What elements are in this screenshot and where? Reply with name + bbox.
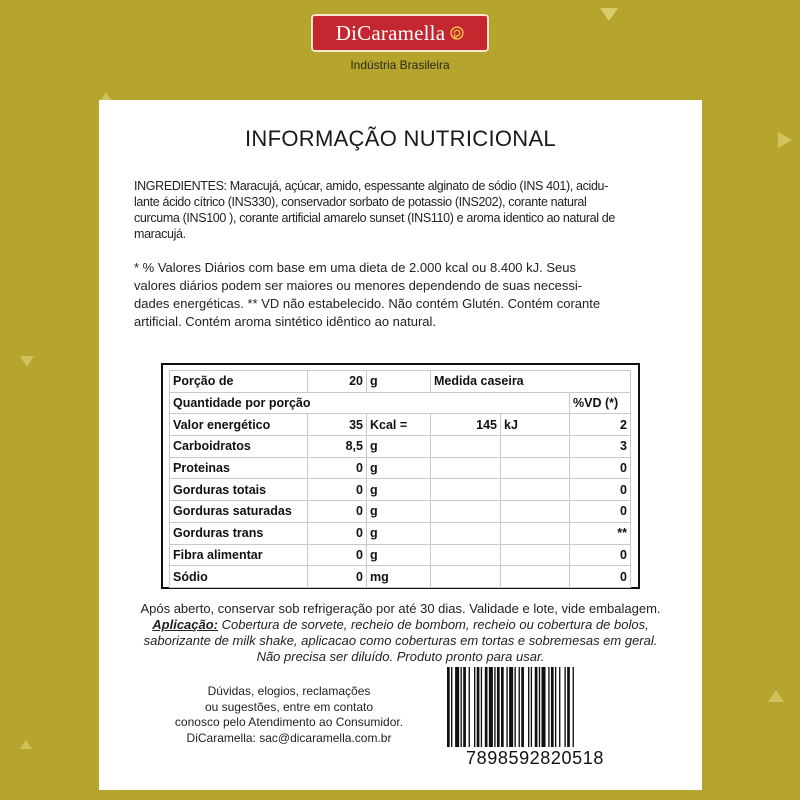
application-line: saborizante de milk shake, aplicacao como coberturas em tortas e sobremesas em geral. [143,633,658,648]
portion-label: Porção de [170,371,308,393]
barcode-bar [528,667,529,747]
barcode-bar [509,667,513,747]
contact-text [169,684,409,746]
nutrient-value-kj [431,501,501,523]
nutrient-unit-kj [501,544,570,566]
decor-triangle [778,132,792,148]
nutrient-unit-kj [501,501,570,523]
decor-triangle [20,740,32,749]
notes-line: valores diários podem ser maiores ou menores dependendo de suas necessi- [134,278,583,293]
portion-value: 20 [308,371,367,393]
barcode-bar [551,667,554,747]
ingredients-line: INGREDIENTES: Maracujá, açúcar, amido, espessante alginato de sódio (INS 401), acidu- [134,179,608,193]
notes-line: artificial. Contém aroma sintético idêntico ao natural. [134,314,437,329]
table-row [170,544,631,566]
header [0,0,800,100]
nutrient-name: Valor energético [170,414,308,436]
table-row [170,479,631,501]
table-row [170,371,631,393]
contact-line: Dúvidas, elogios, reclamações [207,684,371,698]
barcode-bar [501,667,504,747]
decor-triangle [20,356,34,367]
nutrient-unit-kj [501,522,570,544]
nutrient-value-kj [431,522,501,544]
nutrient-value: 0 [308,457,367,479]
nutrient-value-kj: 145 [431,414,501,436]
nutrient-value-kj [431,544,501,566]
barcode-bar [463,667,466,747]
ingredients-line: maracujá. [134,227,186,241]
table-row [170,501,631,523]
nutrient-value: 0 [308,479,367,501]
table-row [170,392,631,414]
barcode-bar [564,667,565,747]
household-measure: Medida caseira [431,371,631,393]
application-label: Aplicação: [152,617,219,632]
nutrient-unit: g [367,522,431,544]
brand-logo [311,14,489,52]
contact-line: ou sugestões, entre em contato [204,699,374,714]
nutrient-unit: mg [367,566,431,588]
table-row [170,522,631,544]
barcode-bar [531,667,532,747]
barcode-bar [447,667,450,747]
application-text [99,617,702,665]
application-line: Cobertura de sorvete, recheio de bombom, recheio ou cobertura de bolos, [218,617,649,632]
barcode-bar [494,667,495,747]
nutrient-vd: 0 [570,566,631,588]
swirl-icon [450,26,464,40]
nutrient-value: 0 [308,544,367,566]
barcode-bar [477,667,480,747]
barcode-bar [461,667,462,747]
nutrient-vd: 0 [570,457,631,479]
barcode-bar [542,667,546,747]
nutrient-unit: g [367,479,431,501]
nutrient-unit: g [367,501,431,523]
barcode-bar [559,667,560,747]
notes-text [134,259,674,331]
nutrient-vd: 2 [570,414,631,436]
nutrient-name: Gorduras trans [170,522,308,544]
nutrient-value: 0 [308,522,367,544]
barcode-bar [455,667,459,747]
nutrient-name: Gorduras totais [170,479,308,501]
nutrient-vd: 0 [570,479,631,501]
ingredients-line: curcuma (INS100 ), corante artificial amarelo sunset (INS110) e aroma identico ao natural de [134,211,616,225]
nutrient-value-kj [431,566,501,588]
application-line: Não precisa ser diluído. Produto pronto para usar. [256,649,545,664]
barcode-bar [573,667,574,747]
contact-line: conosco pelo Atendimento ao Consumidor. [174,715,404,729]
nutrient-name: Carboidratos [170,436,308,458]
nutrient-unit-kj [501,566,570,588]
table-row [170,414,631,436]
barcode-bar [474,667,475,747]
notes-line: dades energéticas. ** VD não estabelecido. Não contém Glutén. Contém corante [134,296,601,311]
barcode-bar [489,667,493,747]
nutrient-name: Fibra alimentar [170,544,308,566]
barcode-bars [445,667,623,747]
barcode-bar [555,667,556,747]
contact-line: DiCaramella: sac@dicaramella.com.br [186,730,392,745]
nutrition-table [161,363,640,589]
barcode-bar [451,667,452,747]
vd-header: %VD (*) [570,392,631,414]
table-row [170,436,631,458]
barcode-bar [481,667,482,747]
nutrient-vd: ** [570,522,631,544]
nutrient-unit-kj [501,457,570,479]
nutrient-vd: 0 [570,501,631,523]
portion-unit: g [367,371,431,393]
brand-name: DiCaramella [335,20,446,45]
nutrient-value: 8,5 [308,436,367,458]
storage-text: Após aberto, conservar sob refrigeração por até 30 dias. Validade e lote, vide embalagem. [140,601,661,616]
nutrient-value: 0 [308,566,367,588]
barcode-bar [497,667,500,747]
nutrient-value-kj [431,479,501,501]
nutrient-vd: 0 [570,544,631,566]
nutrient-unit-kj [501,479,570,501]
barcode-bar [535,667,538,747]
nutrient-unit: g [367,544,431,566]
nutrient-name: Sódio [170,566,308,588]
nutrient-name: Proteinas [170,457,308,479]
nutrient-unit-kj: kJ [501,414,570,436]
barcode-bar [469,667,470,747]
barcode-bar [521,667,524,747]
nutrient-vd: 3 [570,436,631,458]
nutrient-unit: Kcal = [367,414,431,436]
barcode-bar [506,667,507,747]
barcode-bar [485,667,488,747]
origin-text: Indústria Brasileira [350,58,450,72]
nutrient-unit: g [367,436,431,458]
table-row [170,457,631,479]
page-title: INFORMAÇÃO NUTRICIONAL [245,126,556,151]
barcode-bar [567,667,570,747]
table-row [170,566,631,588]
barcode-bar [519,667,520,747]
label-card [99,100,702,790]
barcode-number: 7898592820518 [466,748,604,768]
nutrient-value-kj [431,457,501,479]
barcode-bar [515,667,516,747]
barcode [445,667,623,772]
barcode-bar [539,667,540,747]
nutrient-unit: g [367,457,431,479]
ingredients-line: lante ácido cítrico (INS330), conservador sorbato de potassio (INS202), corante natural [134,195,587,209]
nutrient-unit-kj [501,436,570,458]
nutrient-value: 0 [308,501,367,523]
decor-triangle [768,690,784,702]
nutrient-value: 35 [308,414,367,436]
barcode-bar [548,667,549,747]
quantity-per-portion: Quantidade por porção [170,392,570,414]
nutrient-value-kj [431,436,501,458]
ingredients-text [134,178,669,242]
nutrient-name: Gorduras saturadas [170,501,308,523]
notes-line: * % Valores Diários com base em uma dieta de 2.000 kcal ou 8.400 kJ. Seus [134,260,576,275]
